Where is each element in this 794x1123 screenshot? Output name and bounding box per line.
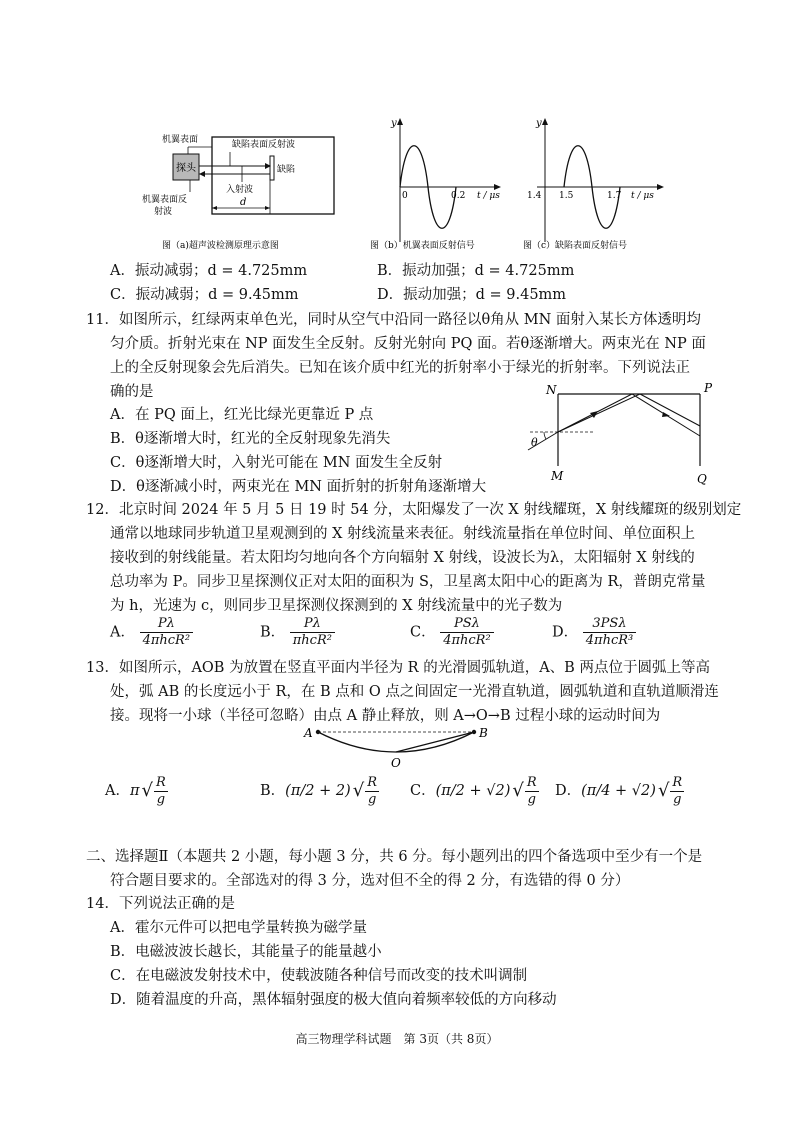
- q14-option-d: D．随着温度的升高，黑体辐射强度的极大值向着频率较低的方向移动: [110, 992, 557, 1008]
- q12-option-c: [410, 616, 494, 649]
- label-o: O: [391, 756, 401, 770]
- t-axis-label-c: t / μs: [631, 191, 654, 201]
- fraction-numerator: 3PSλ: [592, 616, 627, 631]
- tick-0-b: 0: [402, 191, 408, 201]
- q14-option-b: B．电磁波波长越长，其能量子的能量越小: [110, 944, 382, 960]
- y-axis-label-b: y: [391, 118, 397, 129]
- q13-option-b: [260, 775, 380, 808]
- q14-option-c: C．在电磁波发射技术中，使载波随各种信号而改变的技术叫调制: [110, 968, 528, 984]
- label-q: Q: [697, 472, 707, 486]
- q12-option-a-fraction: [140, 616, 193, 649]
- fraction-numerator: Pλ: [303, 616, 321, 631]
- q12-line-1: 12．北京时间 2024 年 5 月 5 日 19 时 54 分，太阳爆发了一次 X 射线耀斑，X 射线耀斑的级别划定: [86, 502, 742, 518]
- t-axis-label-b: t / μs: [477, 191, 500, 201]
- fraction-denominator: g: [365, 791, 379, 808]
- fraction-denominator: 4πhcR²: [140, 632, 193, 649]
- defect-signal-graph: [515, 112, 680, 255]
- fraction-denominator: 4πhcR²: [440, 632, 493, 649]
- fraction-denominator: πhcR²: [290, 632, 335, 649]
- q11-option-d: D．θ逐渐减小时，两束光在 MN 面折射的折射角逐渐增大: [110, 479, 487, 495]
- label-p: P: [704, 381, 713, 395]
- q11-option-b: B．θ逐渐增大时，红光的全反射现象先消失: [110, 431, 391, 447]
- q12-option-a-label: A．: [110, 624, 135, 641]
- sqrt-icon: √: [141, 780, 153, 802]
- q12-line-4: 总功率为 P。同步卫星探测仪正对太阳的面积为 S，卫星离太阳中心的距离为 R，普朗克常量: [110, 574, 706, 590]
- q11-option-c: C．θ逐渐增大时，入射光可能在 MN 面发生全反射: [110, 455, 443, 471]
- q12-line-5: 为 h，光速为 c，则同步卫星探测仪探测到的 X 射线流量中的光子数为: [110, 598, 563, 614]
- distance-d-label: d: [240, 197, 247, 208]
- sqrt-fraction: [364, 775, 380, 808]
- fraction-numerator: R: [672, 775, 683, 790]
- surface-label: 机翼表面: [162, 135, 199, 145]
- prism-diagram: [520, 380, 720, 490]
- q13-line-3: 接。现将一小球（半径可忽略）由点 A 静止释放，则 A→O→B 过程小球的运动时间为: [110, 708, 661, 724]
- q13-option-d: [555, 775, 685, 808]
- q13-option-a-label: A．: [105, 783, 130, 800]
- q10-option-c: C．振动减弱；d = 9.45mm: [110, 287, 299, 303]
- caption-a: 图（a)超声波检测原理示意图: [162, 241, 279, 251]
- q13-figure-arc: [298, 722, 498, 772]
- figure-b-surface-signal: [365, 112, 515, 255]
- caption-b: 图（b）机翼表面反射信号: [370, 241, 475, 251]
- q10-option-d: D．振动加强；d = 9.45mm: [377, 287, 567, 303]
- defect-label: 缺陷: [277, 165, 296, 175]
- q12-options: [110, 616, 710, 656]
- page-footer: 高三物理学科试题 第 3页（共 8页）: [295, 1032, 499, 1046]
- q13-line-2: 处，弧 AB 的长度远小于 R，在 B 点和 O 点之间固定一光滑直轨道，圆弧轨道和直轨道顺滑连: [110, 684, 719, 700]
- sqrt-fraction: [669, 775, 685, 808]
- sqrt-icon: √: [657, 780, 670, 802]
- q12-option-c-label: C．: [410, 624, 436, 641]
- q13-option-a-coefficient: π: [129, 783, 140, 800]
- fraction-denominator: g: [670, 791, 684, 808]
- q13-line-1: 13．如图所示，AOB 为放置在竖直平面内半径为 R 的光滑圆弧轨道，A、B 两点位于圆弧上等高: [86, 660, 710, 676]
- q14-title: 14．下列说法正确的是: [86, 896, 235, 912]
- q13-option-c: [410, 775, 540, 808]
- fraction-numerator: Pλ: [157, 616, 175, 631]
- q12-option-a: [110, 616, 193, 649]
- label-n: N: [546, 383, 557, 397]
- label-a: A: [304, 726, 313, 740]
- q12-line-3: 接收到的射线能量。若太阳均匀地向各个方向辐射 X 射线，设波长为λ，太阳辐射 X 射线的: [110, 550, 695, 566]
- fraction-denominator: 4πhcR³: [583, 632, 636, 649]
- sqrt-icon: √: [512, 780, 524, 802]
- q13-option-c-coefficient: (π/2 + √2): [435, 783, 511, 800]
- ultrasonic-diagram: [142, 130, 390, 255]
- tick-15-c: 1.5: [559, 191, 574, 201]
- y-axis-label-c: y: [536, 118, 542, 129]
- q12-line-2: 通常以地球同步轨道卫星观测到的 X 射线流量来表征。射线流量指在单位时间、单位面积上: [110, 526, 696, 542]
- q12-option-b-label: B．: [260, 624, 286, 641]
- q12-option-b: [260, 616, 335, 649]
- q12-option-b-fraction: [290, 616, 335, 649]
- section-2-line-1: 二、选择题Ⅱ（本题共 2 小题，每小题 3 分，共 6 分。每小题列出的四个备选项中至少有一个是: [86, 849, 703, 865]
- probe-label: 探头: [176, 163, 196, 174]
- tick-14-c: 1.4: [527, 191, 542, 201]
- arc-track-diagram: [298, 722, 498, 772]
- q11-line-1: 11．如图所示，红绿两束单色光，同时从空气中沿同一路径以θ角从 MN 面射入某长方体透明均: [86, 312, 701, 328]
- q10-option-b: B．振动加强；d = 4.725mm: [377, 263, 575, 279]
- fraction-numerator: PSλ: [454, 616, 480, 631]
- label-m: M: [551, 469, 564, 483]
- sqrt-fraction: [524, 775, 540, 808]
- q13-option-d-label: D．: [555, 783, 582, 800]
- fraction-numerator: R: [526, 775, 537, 790]
- surface-wave-label-2: 射波: [154, 207, 173, 217]
- q13-option-a: [105, 775, 169, 808]
- tick-17-c: 1.7: [607, 191, 622, 201]
- label-b: B: [479, 726, 488, 740]
- fraction-denominator: g: [525, 791, 539, 808]
- defect-wave-label: 缺陷表面反射波: [232, 140, 296, 150]
- q12-option-c-fraction: [440, 616, 493, 649]
- fraction-numerator: R: [367, 775, 377, 790]
- q11-option-a: A．在 PQ 面上，红光比绿光更靠近 P 点: [110, 407, 374, 423]
- q12-option-d: [552, 616, 636, 649]
- sqrt-fraction: [153, 775, 169, 808]
- q12-option-d-fraction: [583, 616, 636, 649]
- label-theta: θ: [531, 436, 538, 449]
- q13-options: [105, 775, 705, 821]
- figure-c-defect-signal: [515, 112, 680, 255]
- q13-option-c-label: C．: [410, 783, 436, 800]
- section-2-line-2: 符合题目要求的。全部选对的得 3 分，选对但不全的得 2 分，有选错的得 0 分）: [110, 873, 630, 889]
- tick-02-b: 0.2: [451, 191, 466, 201]
- fraction-numerator: R: [156, 775, 166, 790]
- q11-figure-prism: [520, 380, 720, 490]
- fraction-denominator: g: [154, 791, 168, 808]
- sqrt-icon: √: [352, 780, 365, 802]
- q11-line-2: 匀介质。折射光束在 NP 面发生全反射。反射光射向 PQ 面。若θ逐渐增大。两束光在 NP 面: [110, 336, 706, 352]
- surface-wave-label-1: 机翼表面反: [142, 195, 188, 205]
- q11-line-4: 确的是: [110, 384, 154, 400]
- q13-option-d-coefficient: (π/4 + √2): [581, 783, 656, 800]
- q10-option-a: A．振动减弱；d = 4.725mm: [110, 263, 308, 279]
- caption-c: 图（c）缺陷表面反射信号: [523, 241, 628, 251]
- incident-label: 入射波: [226, 185, 254, 195]
- q12-option-d-label: D．: [552, 624, 579, 641]
- q14-option-a: A．霍尔元件可以把电学量转换为磁学量: [110, 920, 367, 936]
- q11-line-3: 上的全反射现象会先后消失。已知在该介质中红光的折射率小于绿光的折射率。下列说法正: [110, 360, 690, 376]
- surface-signal-graph: [365, 112, 515, 255]
- figure-a-ultrasonic: [142, 130, 390, 255]
- q13-option-b-coefficient: (π/2 + 2): [285, 783, 351, 800]
- q13-option-b-label: B．: [260, 783, 286, 800]
